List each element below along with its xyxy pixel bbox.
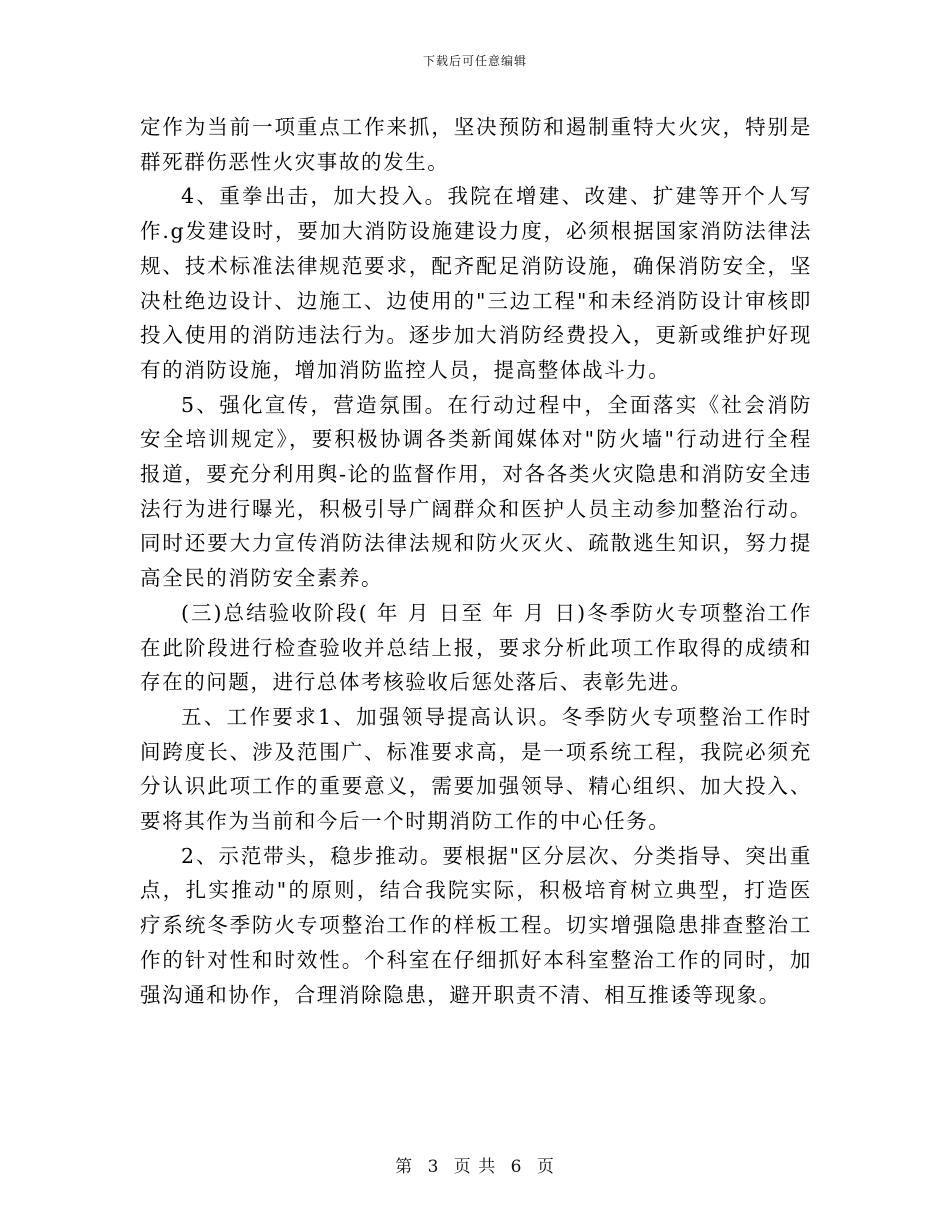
paragraph-1: 定作为当前一项重点工作来抓，坚决预防和遏制重特大火灾，特别是群死群伤恶性火灾事故的发生。: [140, 115, 812, 174]
paragraph-3: 5、强化宣传，营造氛围。在行动过程中，全面落实《社会消防安全培训规定》，要积极协调各类新闻媒体对"防火墙"行动进行全程报道，要充分利用舆-论的监督作用，对各各类火灾隐患和消防安全违法行为进行曝光，积极引导广阔群众和医护人员主动参加整治行动。同时还要大力宣传消防法律法规和防火灭火、疏散逃生知识，努力提高全民的消防安全素养。: [140, 392, 812, 591]
footer-suffix: 页: [536, 1157, 555, 1177]
page-header: 下载后可任意编辑: [422, 54, 527, 68]
paragraph-2: 4、重拳出击，加大投入。我院在增建、改建、扩建等开个人写作.g发建设时，要加大消防设施建设力度，必须根据国家消防法律法规、技术标准法律规范要求，配齐配足消防设施，确保消防安全，坚决杜绝边设计、边施工、边使用的"三边工程"和未经消防设计审核即投入使用的消防违法行为。逐步加大消防经费投入，更新或维护好现有的消防设施，增加消防监控人员，提高整体战斗力。: [140, 184, 812, 382]
paragraph-5: 五、工作要求1、加强领导提高认识。冬季防火专项整治工作时间跨度长、涉及范围广、标准要求高，是一项系统工程，我院必须充分认识此项工作的重要意义，需要加强领导、精心组织、加大投入、要将其作为当前和今后一个时期消防工作的中心任务。: [140, 704, 812, 834]
document-body: [140, 110, 812, 1012]
paragraph-6: 2、示范带头，稳步推动。要根据"区分层次、分类指导、突出重点，扎实推动"的原则，结合我院实际，积极培育树立典型，打造医疗系统冬季防火专项整治工作的样板工程。切实增强隐患排查整治工作的针对性和时效性。个科室在仔细抓好本科室整治工作的同时，加强沟通和协作，合理消除隐患，避开职责不清、相互推诿等现象。: [140, 843, 812, 1007]
page-footer: [0, 1152, 950, 1177]
total-page-number: 6: [510, 1157, 523, 1177]
current-page-number: 3: [427, 1157, 440, 1177]
paragraph-4: (三)总结验收阶段( 年 月 日至 年 月 日)冬季防火专项整治工作在此阶段进行检查验收并总结上报，要求分析此项工作取得的成绩和存在的问题，进行总体考核验收后惩处落后、表彰先进。: [140, 600, 812, 695]
footer-prefix: 第: [395, 1157, 414, 1177]
footer-middle: 页 共: [453, 1157, 497, 1177]
